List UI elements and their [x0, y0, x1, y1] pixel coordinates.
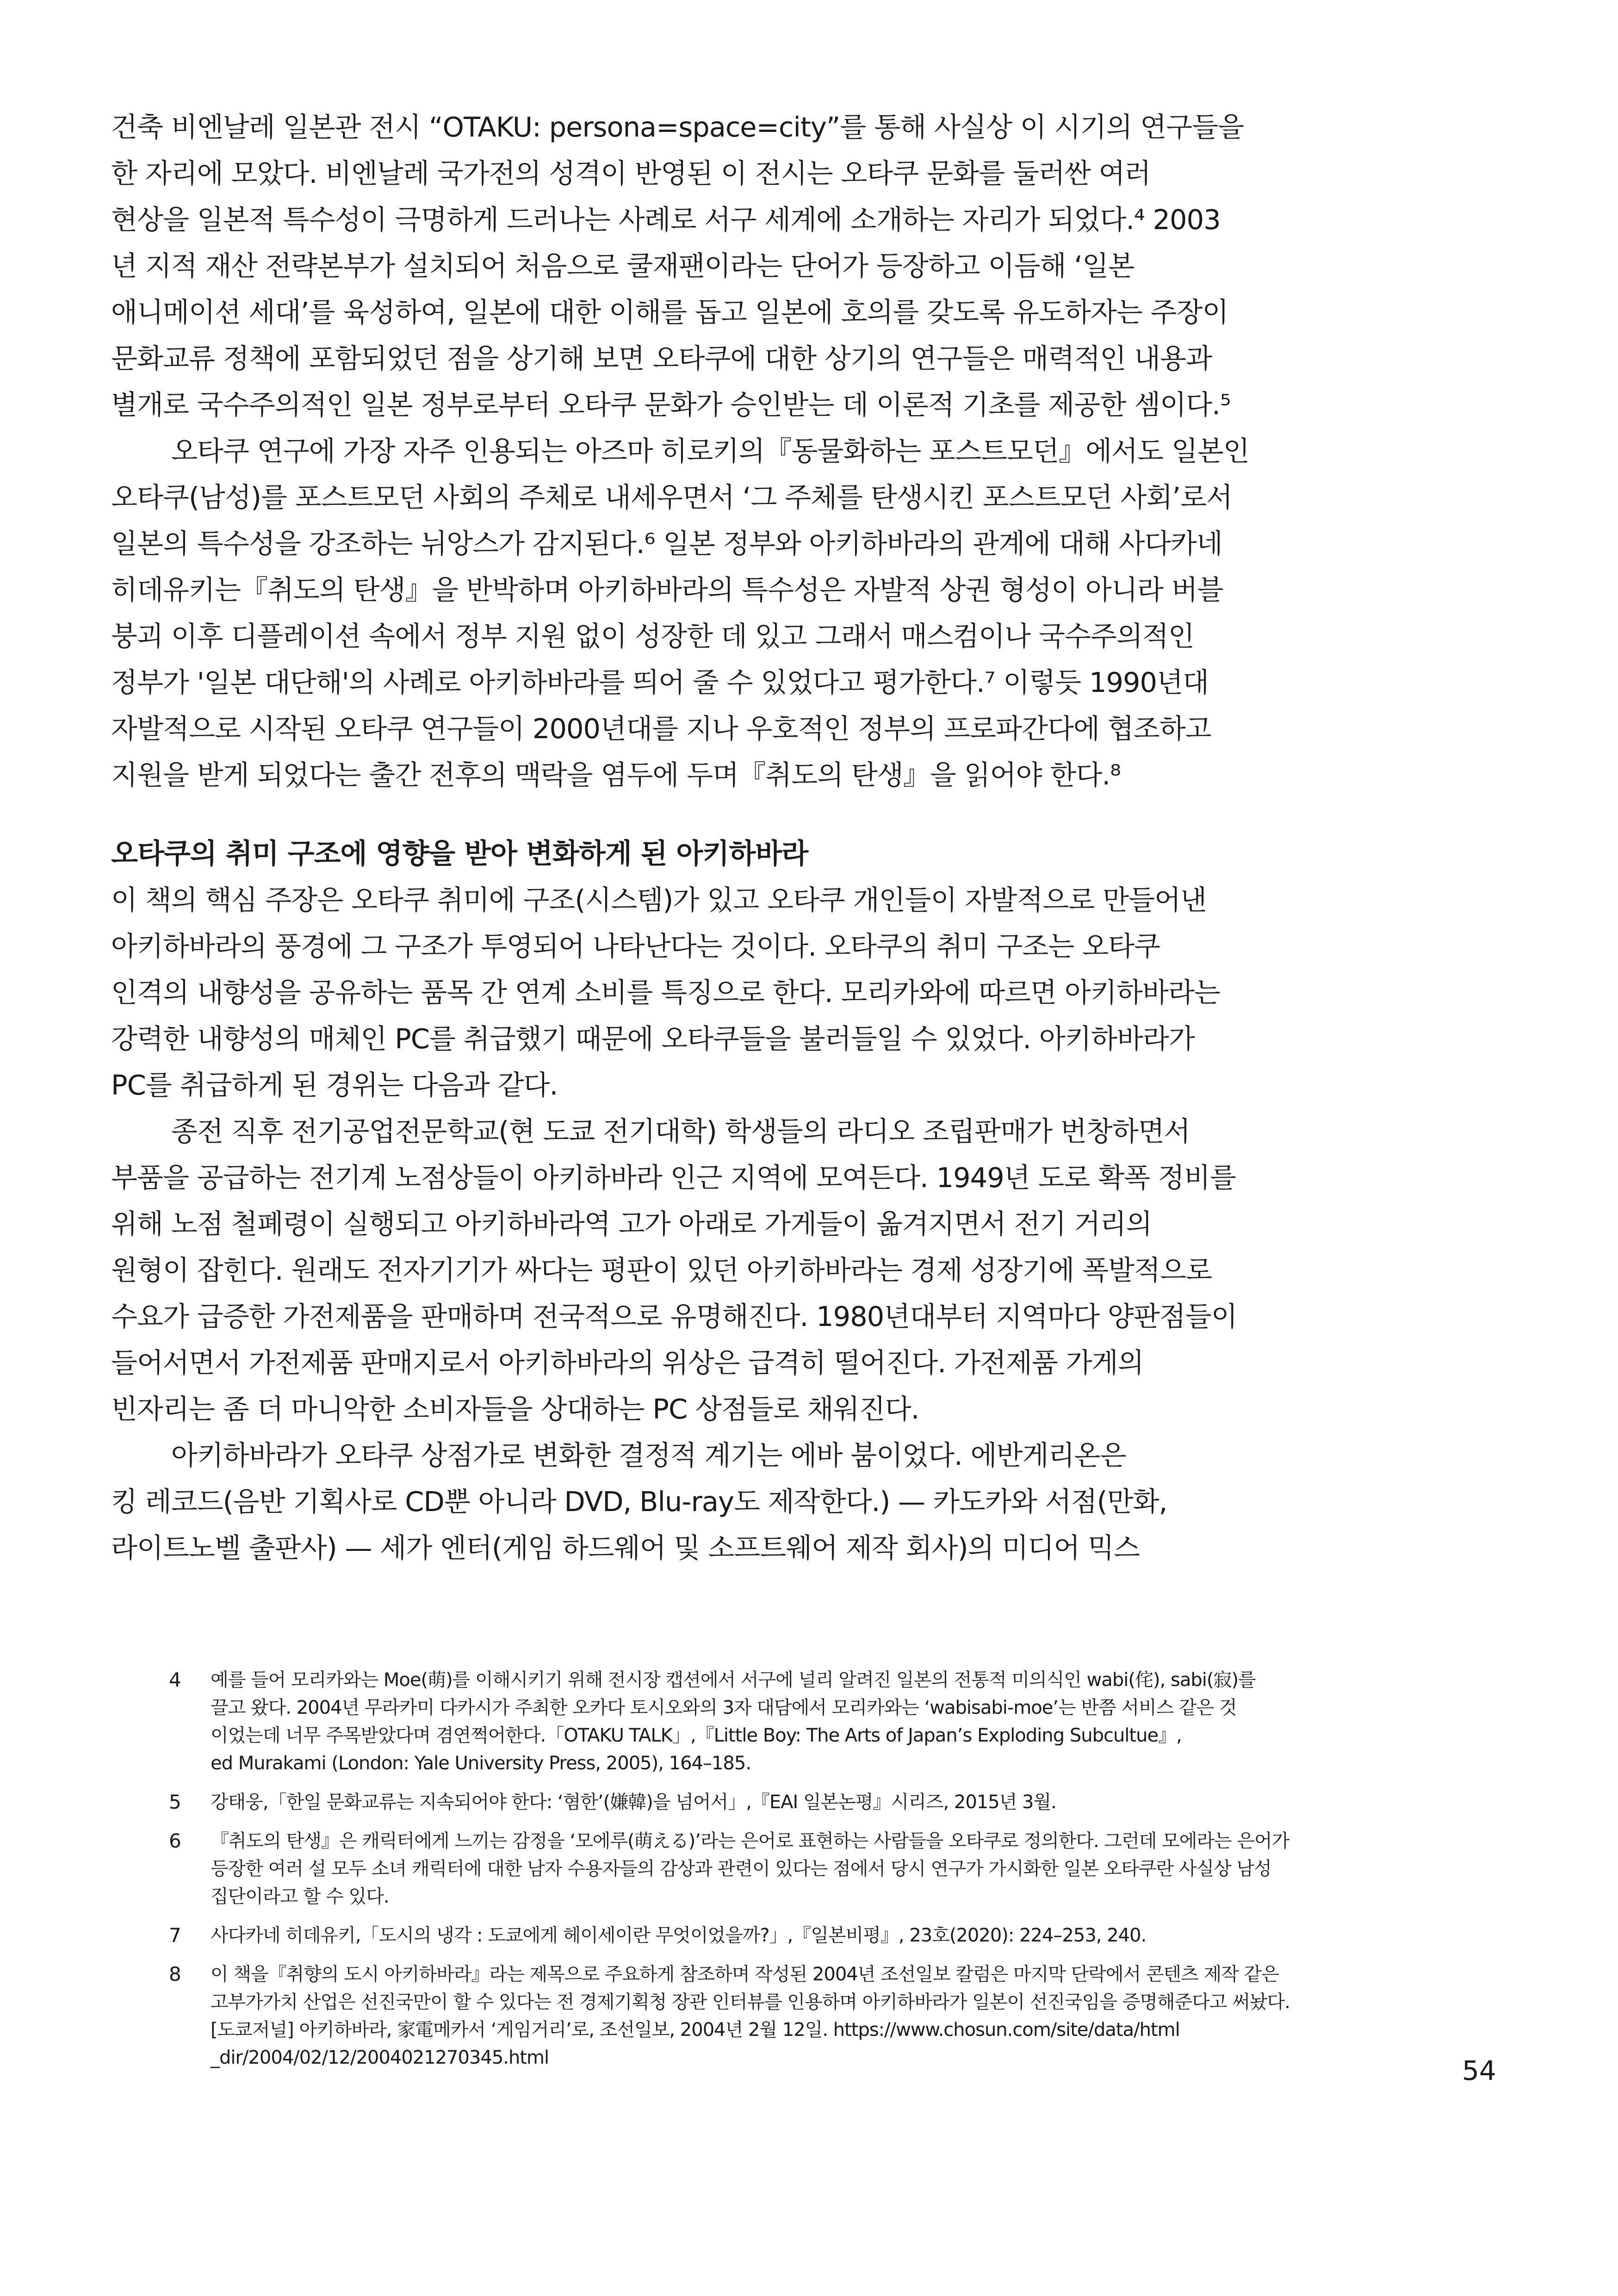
text-line: 인격의 내향성을 공유하는 품목 간 연계 소비를 특징으로 한다. 모리카와에 따르면 아키하바라는 [111, 977, 1220, 1008]
text-line: 들어서면서 가전제품 판매지로서 아키하바라의 위상은 급격히 떨어진다. 가전제품 가게의 [111, 1347, 1144, 1379]
text-line: 라이트노벨 출판사) — 세가 엔터(게임 하드웨어 및 소프트웨어 제작 회사)의 미디어 믹스 [111, 1532, 1140, 1564]
footnote-number: 5 [169, 1791, 181, 1813]
text-line: 위해 노점 철폐령이 실행되고 아키하바라역 고가 아래로 가게들이 옮겨지면서 전기 거리의 [111, 1208, 1152, 1240]
text-line: 문화교류 정책에 포함되었던 점을 상기해 보면 오타쿠에 대한 상기의 연구들은 매력적인 내용과 [111, 342, 1212, 374]
text-line: 강력한 내향성의 매체인 PC를 취급했기 때문에 오타쿠들을 불러들일 수 있었다. 아키하바라가 [111, 1023, 1195, 1055]
footnote-line: ed Murakami (London: Yale University Press, 2005), 164–185. [211, 1753, 751, 1774]
footnote-line: 고부가가치 산업은 선진국만이 할 수 있다는 전 경제기획청 장관 인터뷰를 인용하며 아키하바라가 일본이 선진국임을 증명해준다고 써놨다. [211, 1991, 1290, 2013]
footnote-number: 8 [169, 1963, 181, 1985]
paragraph-5 [111, 1432, 1337, 1571]
text-line: 히데유키는『취도의 탄생』을 반박하며 아키하바라의 특수성은 자발적 상권 형성이 아니라 버블 [111, 574, 1223, 606]
text-line: 정부가 '일본 대단해'의 사례로 아키하바라를 띄어 줄 수 있었다고 평가한다.⁷ 이렇듯 1990년대 [111, 666, 1209, 698]
body-text [111, 104, 1337, 1571]
footnote-line: 강태웅,「한일 문화교류는 지속되어야 한다: ‘혐한’(嫌韓)을 넘어서」,『EAI 일본논평』시리즈, 2015년 3월. [211, 1792, 1056, 1813]
text-line: 년 지적 재산 전략본부가 설치되어 처음으로 쿨재팬이라는 단어가 등장하고 이듬해 ‘일본 [111, 250, 1134, 282]
paragraph-4 [111, 1108, 1337, 1432]
text-line: 빈자리는 좀 더 마니악한 소비자들을 상대하는 PC 상점들로 채워진다. [111, 1393, 919, 1425]
footnote-line: [도쿄저널] 아키하바라, 家電메카서 ‘게임거리’로, 조선일보, 2004년 2월 12일. https://www.chosun.com/site/data/html [211, 2019, 1180, 2041]
text-line: 별개로 국수주의적인 일본 정부로부터 오타쿠 문화가 승인받는 데 이론적 기초를 제공한 셈이다.⁵ [111, 389, 1231, 421]
text-line: 종전 직후 전기공업전문학교(현 도쿄 전기대학) 학생들의 라디오 조립판매가 번창하면서 [171, 1115, 1190, 1147]
footnote-5 [169, 1788, 1326, 1816]
text-line: 킹 레코드(음반 기획사로 CD뿐 아니라 DVD, Blu-ray도 제작한다.) — 카도카와 서점(만화, [111, 1486, 1167, 1518]
paragraph-2 [111, 428, 1337, 798]
footnote-line: 사다카네 히데유키,「도시의 냉각 : 도쿄에게 헤이세이란 무엇이었을까?」,『일본비평』, 23호(2020): 224–253, 240. [211, 1925, 1147, 1946]
text-line: 현상을 일본적 특수성이 극명하게 드러나는 사례로 서구 세계에 소개하는 자리가 되었다.⁴ 2003 [111, 204, 1221, 236]
paragraph-1 [111, 104, 1337, 428]
text-line: 자발적으로 시작된 오타쿠 연구들이 2000년대를 지나 우호적인 정부의 프로파간다에 협조하고 [111, 713, 1211, 745]
footnote-number: 4 [169, 1668, 181, 1691]
footnote-number: 6 [169, 1829, 181, 1852]
text-line: 수요가 급증한 가전제품을 판매하며 전국적으로 유명해진다. 1980년대부터 지역마다 양판점들이 [111, 1300, 1237, 1332]
footnote-line: 집단이라고 할 수 있다. [211, 1886, 389, 1907]
footnote-line: _dir/2004/02/12/2004021270345.html [211, 2047, 549, 2068]
text-line: 일본의 특수성을 강조하는 뉘앙스가 감지된다.⁶ 일본 정부와 아키하바라의 관계에 대해 사다카네 [111, 528, 1222, 560]
text-line: 지원을 받게 되었다는 출간 전후의 맥락을 염두에 두며『취도의 탄생』을 읽어야 한다.⁸ [111, 759, 1121, 791]
footnote-4 [169, 1666, 1326, 1777]
footnote-number: 7 [169, 1924, 181, 1947]
text-line: PC를 취급하게 된 경위는 다음과 같다. [111, 1069, 558, 1101]
footnote-line: 『취도의 탄생』은 캐릭터에게 느끼는 감정을 ‘모에루(萌える)’라는 은어로 표현하는 사람들을 오타쿠로 정의한다. 그런데 모에라는 은어가 [211, 1830, 1289, 1852]
footnote-line: 예를 들어 모리카와는 Moe(萌)를 이해시키기 위해 전시장 캡션에서 서구에 널리 알려진 일본의 전통적 미의식인 wabi(侘), sabi(寂)를 [211, 1669, 1256, 1691]
footnote-8 [169, 1960, 1326, 2072]
footnote-7 [169, 1922, 1326, 1949]
footnote-6 [169, 1827, 1326, 1910]
text-line: 오타쿠(남성)를 포스트모던 사회의 주체로 내세우면서 ‘그 주체를 탄생시킨 포스트모던 사회’로서 [111, 481, 1233, 513]
paragraph-3 [111, 877, 1337, 1108]
text-line: 부품을 공급하는 전기계 노점상들이 아키하바라 인근 지역에 모여든다. 1949년 도로 확폭 정비를 [111, 1162, 1236, 1194]
footnote-line: 이 책을『취향의 도시 아키하바라』라는 제목으로 주요하게 참조하며 작성된 2004년 조선일보 칼럼은 마지막 단락에서 콘텐츠 제작 같은 [211, 1964, 1279, 1985]
text-line: 애니메이션 세대’를 육성하여, 일본에 대한 이해를 돕고 일본에 호의를 갖도록 유도하자는 주장이 [111, 296, 1228, 328]
text-line: 이 책의 핵심 주장은 오타쿠 취미에 구조(시스템)가 있고 오타쿠 개인들이 자발적으로 만들어낸 [111, 884, 1207, 916]
footnote-line: 등장한 여러 설 모두 소녀 캐릭터에 대한 남자 수용자들의 감상과 관련이 있다는 점에서 당시 연구가 가시화한 일본 오타쿠란 사실상 남성 [211, 1858, 1271, 1879]
text-line: 건축 비엔날레 일본관 전시 “OTAKU: persona=space=city”를 통해 사실상 이 시기의 연구들을 [111, 111, 1244, 143]
text-line: 아키하바라가 오타쿠 상점가로 변화한 결정적 계기는 에바 붐이었다. 에반게리온은 [171, 1439, 1126, 1471]
text-line: 아키하바라의 풍경에 그 구조가 투영되어 나타난다는 것이다. 오타쿠의 취미 구조는 오타쿠 [111, 930, 1160, 962]
text-line: 원형이 잡힌다. 원래도 전자기기가 싸다는 평판이 있던 아키하바라는 경제 성장기에 폭발적으로 [111, 1254, 1212, 1286]
text-line: 오타쿠 연구에 가장 자주 인용되는 아즈마 히로키의『동물화하는 포스트모던』에서도 일본인 [171, 435, 1249, 467]
footnotes [169, 1666, 1326, 2083]
footnote-line: 이었는데 너무 주목받았다며 겸연쩍어한다.「OTAKU TALK」,『Little Boy: The Arts of Japan’s Exploding Subcultue』, [211, 1725, 1182, 1746]
text-line: 붕괴 이후 디플레이션 속에서 정부 지원 없이 성장한 데 있고 그래서 매스컴이나 국수주의적인 [111, 620, 1194, 652]
page-number: 54 [1462, 2055, 1496, 2086]
section-heading: 오타쿠의 취미 구조에 영향을 받아 변화하게 된 아키하바라 [111, 838, 808, 870]
footnote-line: 끌고 왔다. 2004년 무라카미 다카시가 주최한 오카다 토시오와의 3자 대담에서 모리카와는 ‘wabisabi-moe’는 반쯤 서비스 같은 것 [211, 1697, 1237, 1718]
text-line: 한 자리에 모았다. 비엔날레 국가전의 성격이 반영된 이 전시는 오타쿠 문화를 둘러싼 여러 [111, 157, 1151, 189]
